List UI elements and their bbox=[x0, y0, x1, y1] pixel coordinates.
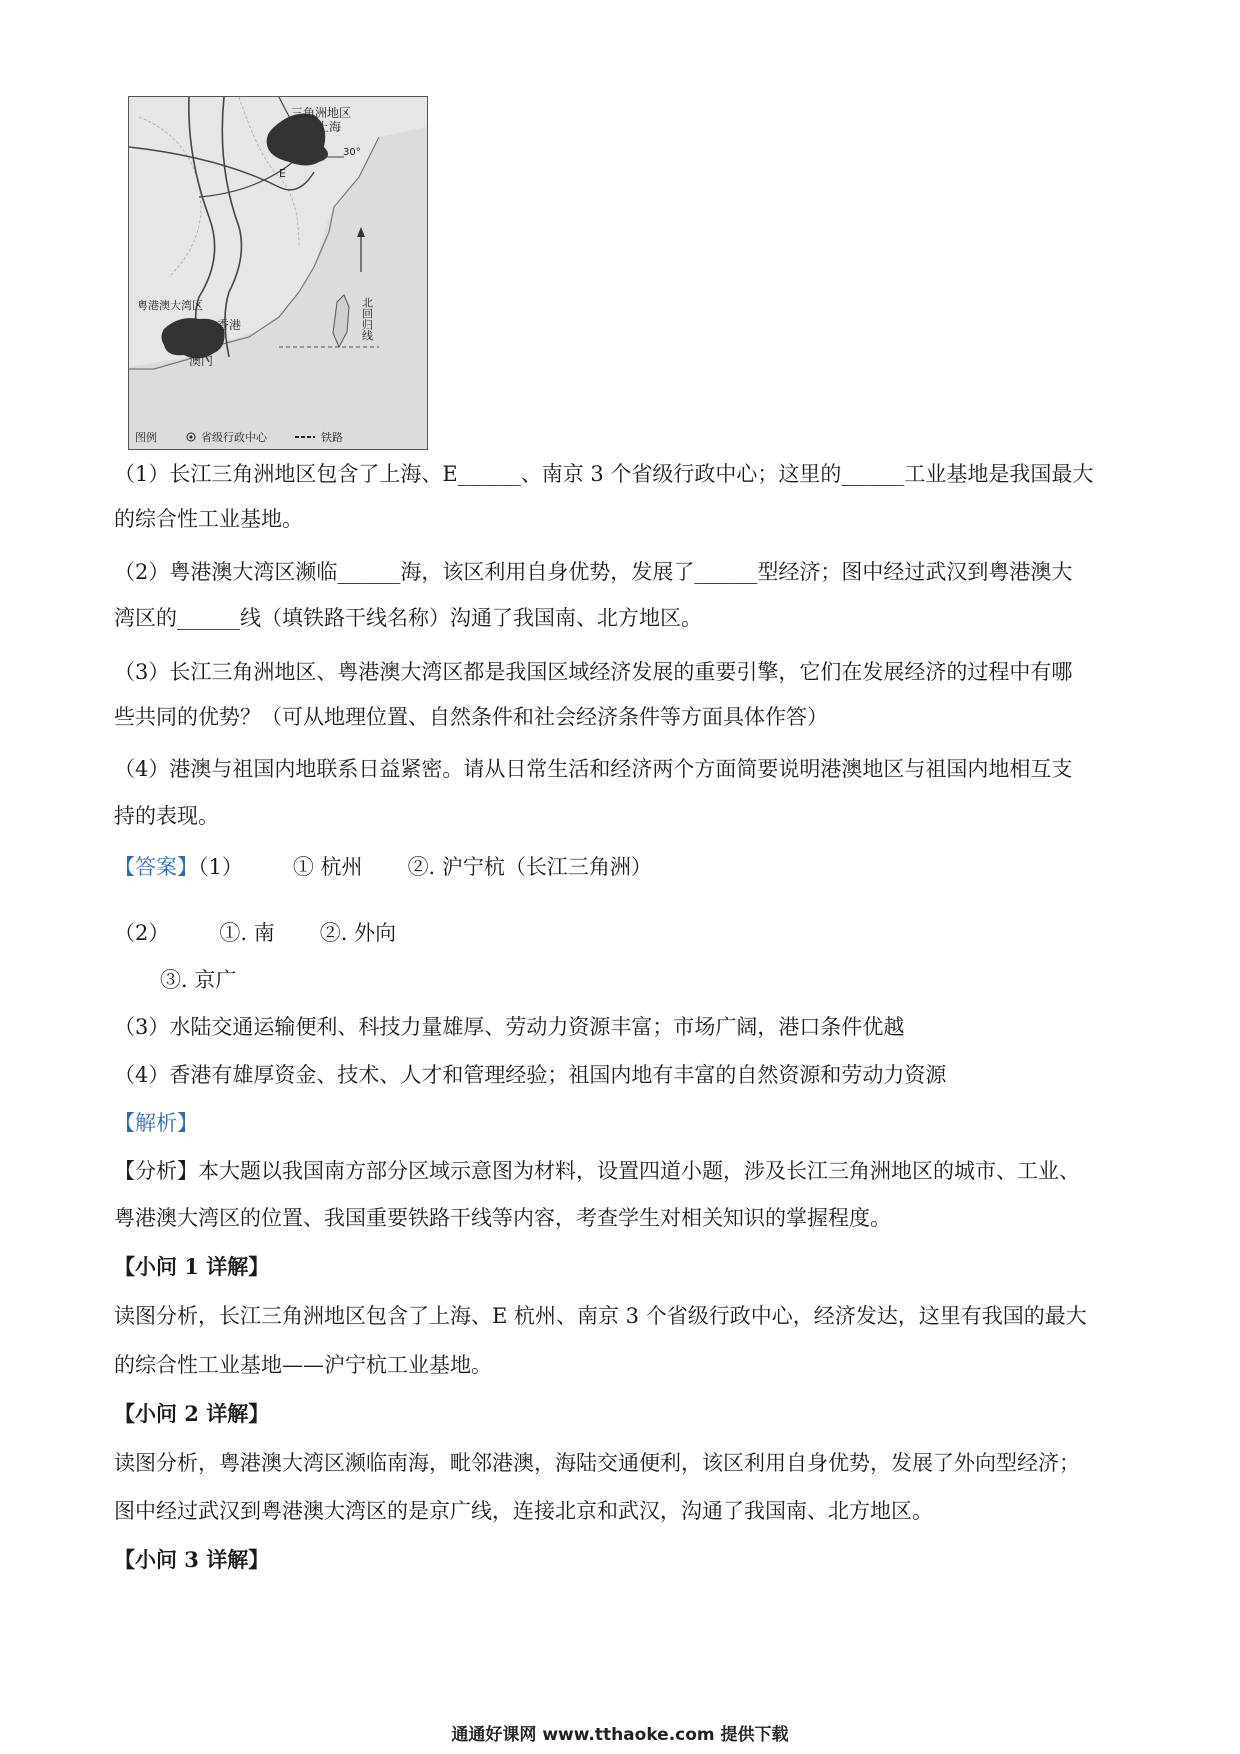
detail-1-line-2: 的综合性工业基地——沪宁杭工业基地。 bbox=[114, 1353, 492, 1377]
detail-2-title: 【小问 2 详解】 bbox=[114, 1401, 270, 1426]
page-footer: 通通好课网 www.tthaoke.com 提供下载 bbox=[451, 1725, 789, 1745]
analysis-label: 【解析】 bbox=[114, 1111, 198, 1135]
answer-2-item-2: ②. 外向 bbox=[319, 921, 397, 945]
answer-2-line bbox=[114, 918, 1124, 948]
legend-railway: 铁路 bbox=[321, 431, 343, 444]
label-hongkong: 香港 bbox=[217, 318, 242, 332]
answer-2-item-3: ③. 京广 bbox=[160, 968, 237, 992]
label-lat30: 30° bbox=[343, 147, 361, 158]
answer-1-prefix: （1） bbox=[198, 855, 243, 879]
detail-2-line-1: 读图分析，粤港澳大湾区濒临南海，毗邻港澳，海陆交通便利，该区利用自身优势，发展了外向型经济； bbox=[114, 1451, 1080, 1475]
question-1-line-2: 的综合性工业基地。 bbox=[114, 507, 303, 531]
detail-1-line-1: 读图分析，长江三角洲地区包含了上海、E 杭州、南京 3 个省级行政中心，经济发达，这里有我国的最大 bbox=[114, 1304, 1087, 1328]
legend-title: 图例 bbox=[135, 431, 157, 444]
answer-3-line: （3）水陆交通运输便利、科技力量雄厚、劳动力资源丰富；市场广阔，港口条件优越 bbox=[114, 1015, 905, 1039]
answer-1-line bbox=[114, 852, 1124, 882]
answer-2-item-1: ①. 南 bbox=[219, 921, 275, 945]
question-2-line-2: 湾区的______线（填铁路干线名称）沟通了我国南、北方地区。 bbox=[114, 606, 702, 630]
question-2-line-1: （2）粤港澳大湾区濒临______海，该区利用自身优势，发展了______型经济；图中经过武汉到粤港澳大 bbox=[114, 560, 1073, 584]
question-1-line-1: （1）长江三角洲地区包含了上海、E______、南京 3 个省级行政中心；这里的______工业基地是我国最大 bbox=[114, 462, 1094, 486]
label-shanghai: 上海 bbox=[317, 120, 342, 134]
label-yangtze: 三角洲地区 bbox=[291, 106, 352, 120]
answer-2-prefix: （2） bbox=[114, 921, 170, 945]
question-4-line-2: 持的表现。 bbox=[114, 804, 219, 828]
answer-1-item-1: ① 杭州 bbox=[292, 855, 363, 879]
label-macau: 澳门 bbox=[189, 354, 214, 368]
answer-4-line: （4）香港有雄厚资金、技术、人才和管理经验；祖国内地有丰富的自然资源和劳动力资源 bbox=[114, 1063, 947, 1087]
detail-2-line-2: 图中经过武汉到粤港澳大湾区的是京广线，连接北京和武汉，沟通了我国南、北方地区。 bbox=[114, 1499, 933, 1523]
map-svg bbox=[129, 97, 427, 449]
analysis-summary-line-1: 【分析】本大题以我国南方部分区域示意图为材料，设置四道小题，涉及长江三角洲地区的城市、工业、 bbox=[114, 1159, 1080, 1183]
map-figure bbox=[128, 96, 428, 450]
question-3-line-2: 些共同的优势？（可从地理位置、自然条件和社会经济条件等方面具体作答） bbox=[114, 705, 828, 729]
detail-1-title: 【小问 1 详解】 bbox=[114, 1254, 270, 1279]
label-e-point: E bbox=[279, 167, 286, 180]
analysis-summary-line-2: 粤港澳大湾区的位置、我国重要铁路干线等内容，考查学生对相关知识的掌握程度。 bbox=[114, 1206, 891, 1230]
answer-label: 【答案】 bbox=[114, 855, 198, 879]
answer-1-item-2: ②. 沪宁杭（长江三角洲） bbox=[407, 855, 652, 879]
detail-3-title: 【小问 3 详解】 bbox=[114, 1547, 270, 1572]
capital-marker-dot bbox=[190, 436, 193, 439]
question-3-line-1: （3）长江三角洲地区、粤港澳大湾区都是我国区域经济发展的重要引擎，它们在发展经济的过程中有哪 bbox=[114, 660, 1073, 684]
legend-capital: 省级行政中心 bbox=[201, 431, 267, 444]
question-4-line-1: （4）港澳与祖国内地联系日益紧密。请从日常生活和经济两个方面简要说明港澳地区与祖国内地相互支 bbox=[114, 757, 1073, 781]
label-tropic: 北回归线 bbox=[360, 297, 374, 341]
label-gba: 粤港澳大湾区 bbox=[137, 299, 203, 312]
